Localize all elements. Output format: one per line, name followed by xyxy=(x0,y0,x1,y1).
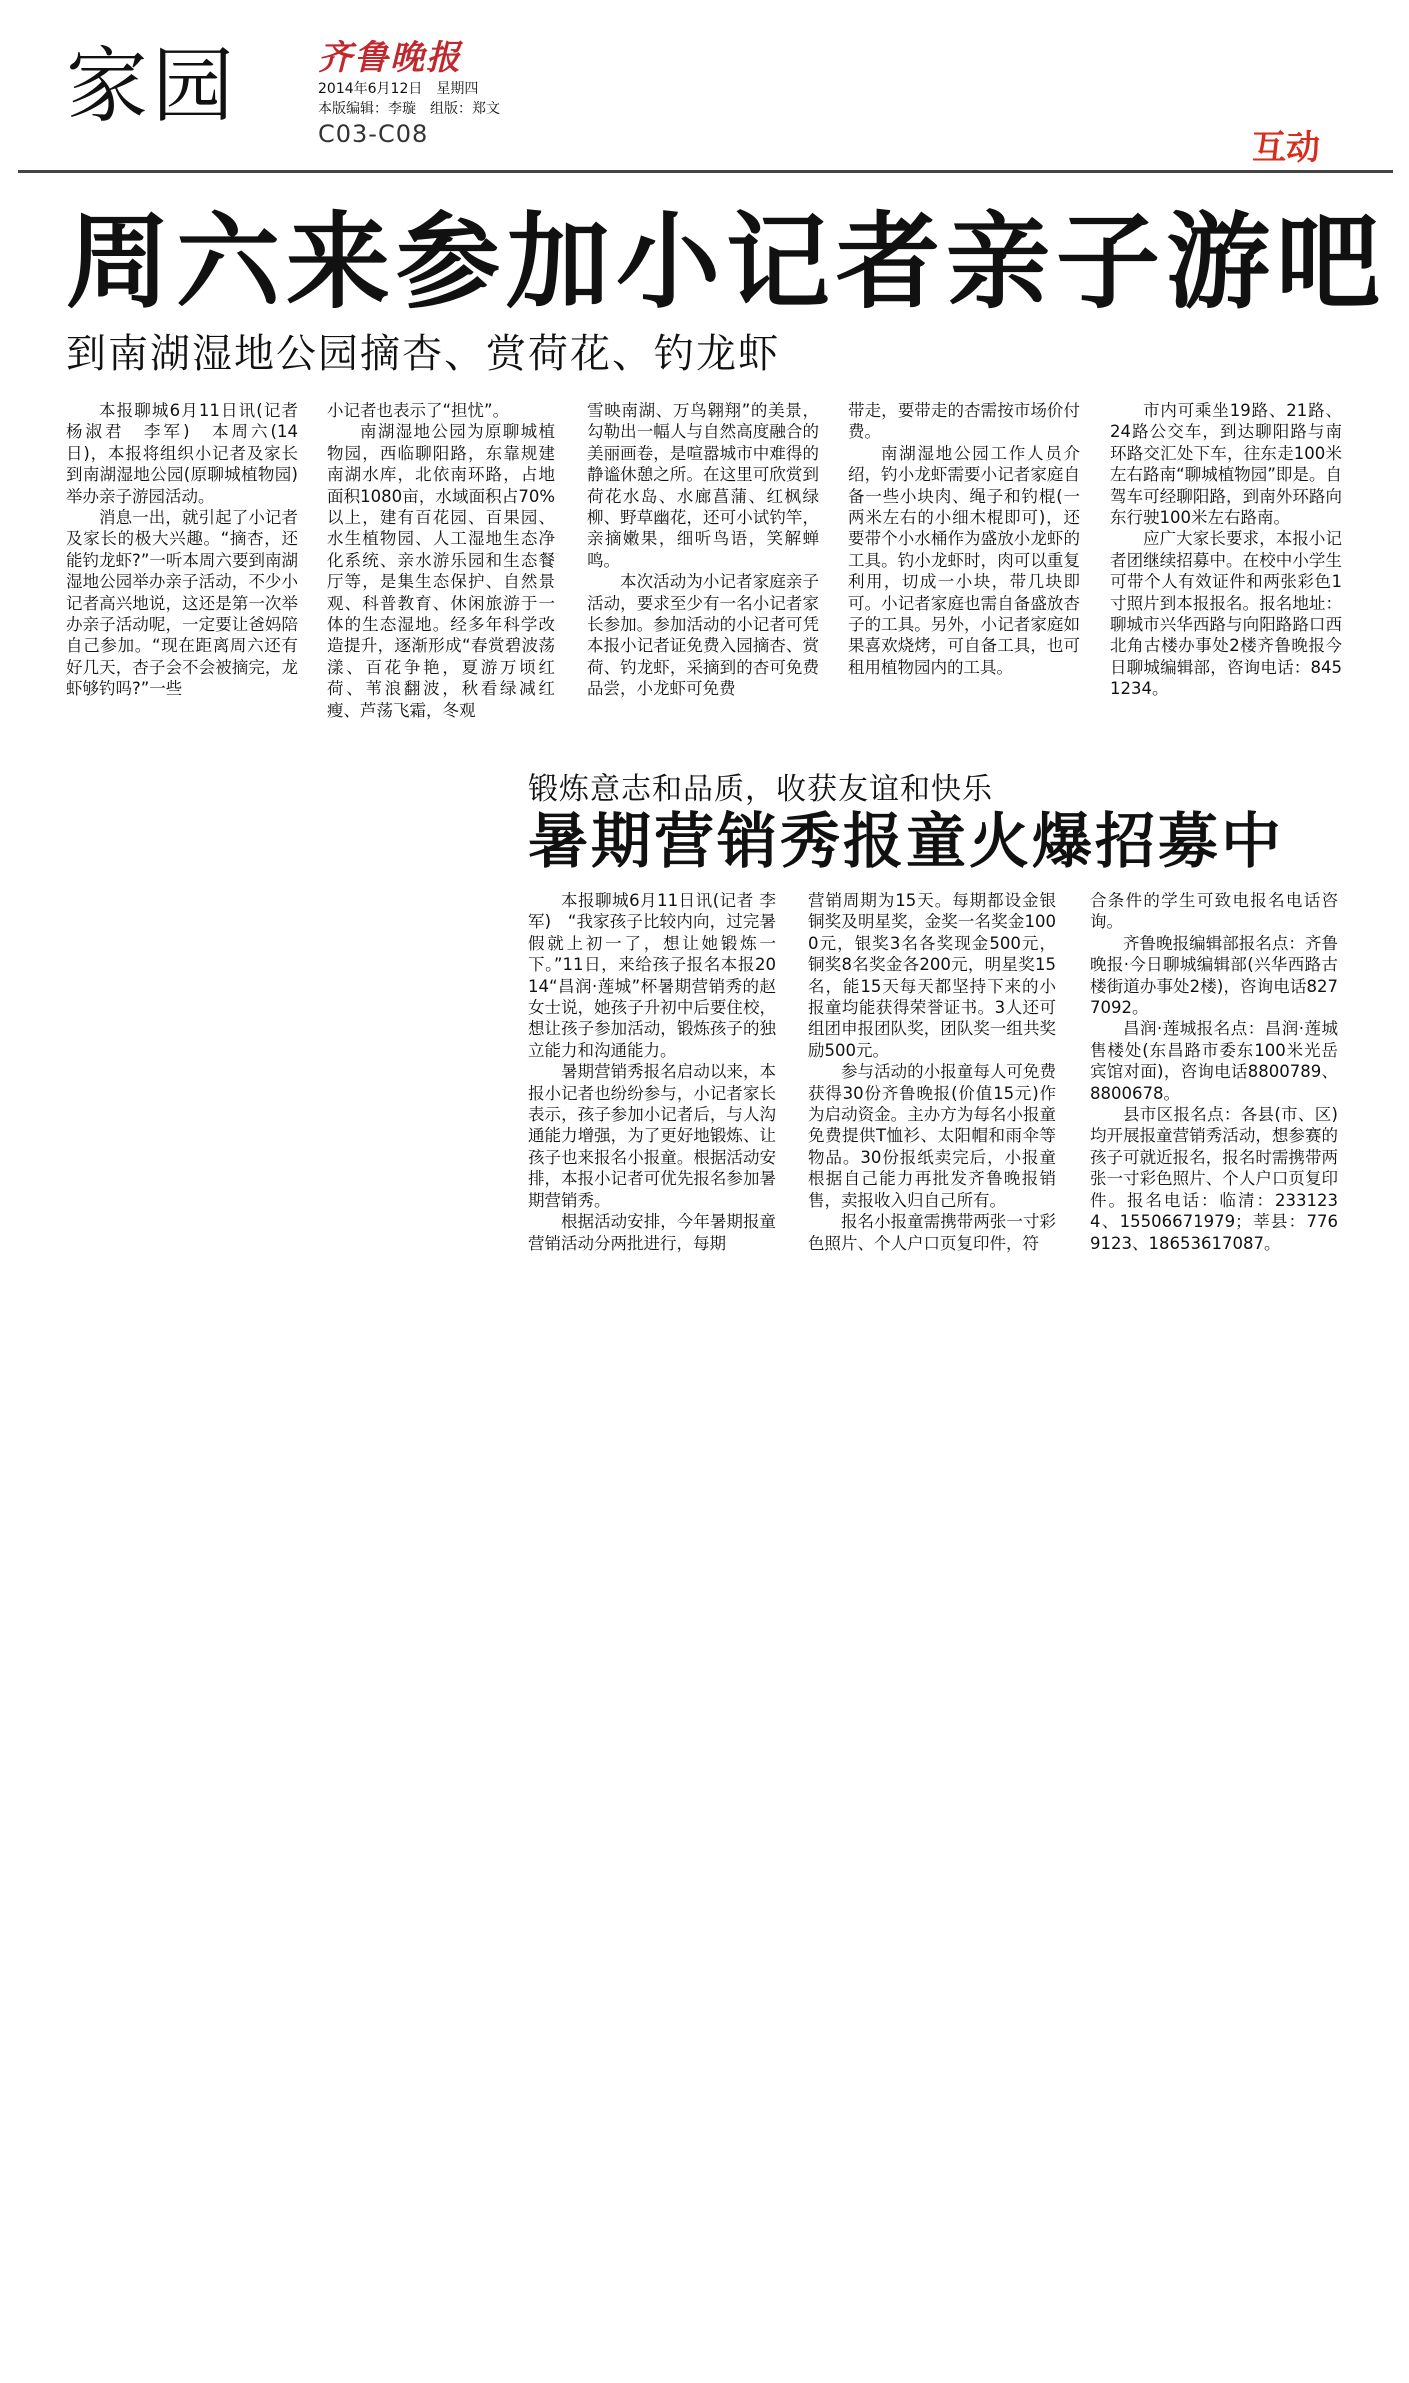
article2-column-3 xyxy=(1090,890,1338,1254)
paragraph: 暑期营销秀报名启动以来，本报小记者也纷纷参与，小记者家长表示，孩子参加小记者后，与人沟通能力增强，为了更好地锻炼、让孩子也来报名小报童。根据活动安排，本报小记者可优先报名参加暑期营销秀。 xyxy=(528,1062,776,1210)
editor-line: 本版编辑：李璇 组版：郑文 xyxy=(318,101,500,117)
newspaper-logo: 齐鲁晚报 xyxy=(318,38,462,78)
article2-kicker: 锻炼意志和品质，收获友谊和快乐 xyxy=(528,772,993,807)
paragraph: 县市区报名点：各县(市、区)均开展报童营销秀活动，想参赛的孩子可就近报名，报名时需携带两张一寸彩色照片、个人户口页复印件。报名电话：临清：2331234、15506671979；莘县：7769123、18653617087。 xyxy=(1090,1105,1338,1253)
paragraph: 合条件的学生可致电报名电话咨询。 xyxy=(1090,891,1338,932)
paragraph: 昌润·莲城报名点：昌润·莲城售楼处(东昌路市委东100米光岳宾馆对面)，咨询电话8800789、8800678。 xyxy=(1090,1019,1338,1103)
paragraph: 根据活动安排，今年暑期报童营销活动分两批进行，每期 xyxy=(528,1212,776,1253)
section-tag: 互动 xyxy=(1252,128,1320,168)
article1-subhead: 到南湖湿地公园摘杏、赏荷花、钓龙虾 xyxy=(66,331,780,377)
paragraph: 参与活动的小报童每人可免费获得30份齐鲁晚报(价值15元)作为启动资金。主办方为每名小报童免费提供T恤衫、太阳帽和雨伞等物品。30份报纸卖完后，小报童根据自己能力再批发齐鲁晚报销售，卖报收入归自己所有。 xyxy=(808,1062,1056,1210)
article1-column-2 xyxy=(327,400,555,721)
article1-column-3 xyxy=(587,400,819,700)
paragraph: 南湖湿地公园工作人员介绍，钓小龙虾需要小记者家庭自备一些小块肉、绳子和钓棍(一两米左右的小细木棍即可)，还要带个小水桶作为盛放小龙虾的工具。钓小龙虾时，肉可以重复利用，切成一小块，带几块即可。小记者家庭也需自备盛放杏子的工具。另外，小记者家庭如果喜欢烧烤，可自备工具，也可租用植物园内的工具。 xyxy=(848,443,1080,677)
paragraph: 营销周期为15天。每期都设金银铜奖及明星奖，金奖一名奖金1000元，银奖3名各奖现金500元，铜奖8名奖金各200元，明星奖15名，能15天每天都坚持下来的小报童均能获得荣誉证书。3人还可组团申报团队奖，团队奖一组共奖励500元。 xyxy=(808,891,1056,1060)
article1-headline: 周六来参加小记者亲子游吧 xyxy=(66,201,1387,323)
paragraph: 消息一出，就引起了小记者及家长的极大兴趣。“摘杏，还能钓龙虾?”一听本周六要到南湖湿地公园举办亲子活动，不少小记者高兴地说，这还是第一次举办亲子活动呢，一定要让爸妈陪自己参加。“现在距离周六还有好几天，杏子会不会被摘完，龙虾够钓吗?”一些 xyxy=(66,508,298,699)
paragraph: 齐鲁晚报编辑部报名点：齐鲁晚报·今日聊城编辑部(兴华西路古楼街道办事处2楼)，咨询电话8277092。 xyxy=(1090,933,1338,1018)
paragraph: 本次活动为小记者家庭亲子活动，要求至少有一名小记者家长参加。参加活动的小记者可凭本报小记者证免费入园摘杏、赏荷、钓龙虾，采摘到的杏可免费品尝，小龙虾可免费 xyxy=(587,572,819,699)
paragraph: 小记者也表示了“担忧”。 xyxy=(327,401,510,420)
paragraph: 雪映南湖、万鸟翱翔”的美景，勾勒出一幅人与自然高度融合的美丽画卷，是喧嚣城市中难得的静谧休憩之所。在这里可欣赏到荷花水岛、水廊菖蒲、红枫绿柳、野草幽花，还可小试钓竿，亲摘嫩果，细听鸟语，笑解蝉鸣。 xyxy=(587,401,819,570)
paragraph: 南湖湿地公园为原聊城植物园，西临聊阳路，东靠规建南湖水库，北依南环路，占地面积1080亩，水域面积占70%以上，建有百花园、百果园、水生植物园、人工湿地生态净化系统、亲水游乐园和生态餐厅等，是集生态保护、自然景观、科普教育、休闲旅游于一体的生态湿地。经多年科学改造提升，逐渐形成“春赏碧波荡漾、百花争艳，夏游万顷红荷、苇浪翻波，秋看绿减红瘦、芦荡飞霜，冬观 xyxy=(327,422,555,720)
article2-column-2 xyxy=(808,890,1056,1254)
paragraph: 带走，要带走的杏需按市场价付费。 xyxy=(848,401,1080,442)
paragraph: 本报聊城6月11日讯(记者 李军) “我家孩子比较内向，过完暑假就上初一了，想让她锻炼一下。”11日，来给孩子报名本报2014“昌润·莲城”杯暑期营销秀的赵女士说，她孩子升初中后要住校，想让孩子参加活动，锻炼孩子的独立能力和沟通能力。 xyxy=(528,891,776,1060)
article1-column-1 xyxy=(66,400,298,700)
article2-headline: 暑期营销秀报童火爆招募中 xyxy=(528,807,1284,877)
section-title: 家园 xyxy=(66,39,239,134)
page-range: C03-C08 xyxy=(318,120,429,148)
paragraph: 应广大家长要求，本报小记者团继续招募中。在校中小学生可带个人有效证件和两张彩色1寸照片到本报报名。报名地址：聊城市兴华西路与向阳路路口西北角古楼办事处2楼齐鲁晚报今日聊城编辑部，咨询电话：8451234。 xyxy=(1110,529,1342,699)
article1-column-5 xyxy=(1110,400,1342,700)
paragraph: 本报聊城6月11日讯(记者 杨淑君 李军) 本周六(14日)，本报将组织小记者及家长到南湖湿地公园(原聊城植物园)举办亲子游园活动。 xyxy=(66,401,298,506)
article1-column-4 xyxy=(848,400,1080,678)
article2-column-1 xyxy=(528,890,776,1254)
paragraph: 市内可乘坐19路、21路、24路公交车，到达聊阳路与南环路交汇处下车，往东走100米左右路南“聊城植物园”即是。自驾车可经聊阳路，到南外环路向东行驶100米左右路南。 xyxy=(1110,401,1342,528)
header-rule xyxy=(18,170,1393,173)
issue-date: 2014年6月12日 星期四 xyxy=(318,81,479,97)
paragraph: 报名小报童需携带两张一寸彩色照片、个人户口页复印件，符 xyxy=(808,1212,1056,1253)
